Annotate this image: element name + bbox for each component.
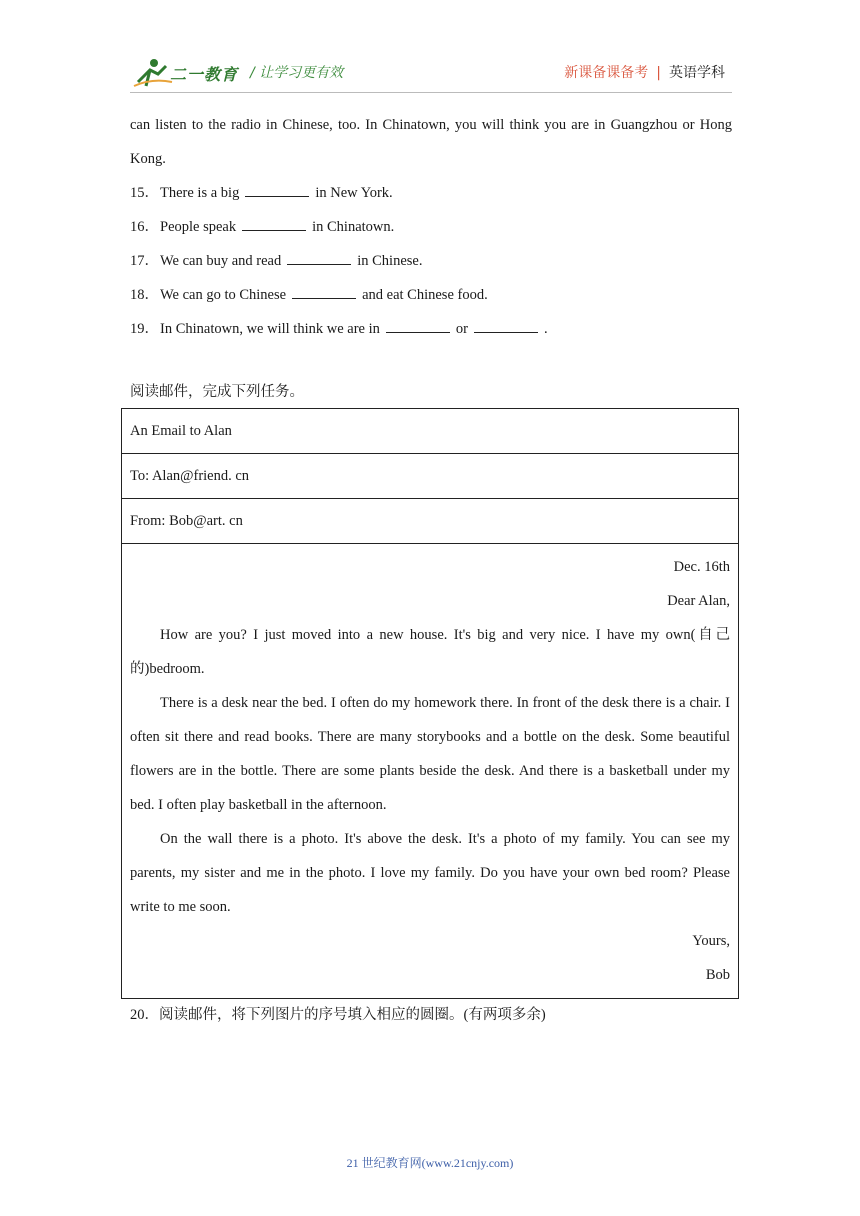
- question-text: in Chinese.: [357, 253, 423, 269]
- answer-blank[interactable]: [245, 184, 309, 197]
- email-body: [122, 544, 739, 999]
- email-paragraph: How are you? I just moved into a new house. It's big and very nice. I have my own(自己的)bedroom.: [130, 627, 730, 677]
- email-date: Dec. 16th: [673, 559, 730, 575]
- header-divider: [130, 92, 732, 93]
- slogan: / 让学习更有效: [250, 65, 344, 81]
- answer-blank[interactable]: [474, 320, 538, 333]
- question-19: [130, 312, 732, 346]
- page-header: [0, 0, 860, 100]
- question-text: in New York.: [315, 185, 393, 201]
- question-18: [130, 278, 732, 312]
- question-15: [130, 176, 732, 210]
- question-20: 20．阅读邮件，将下列图片的序号填入相应的圆圈。(有两项多余): [130, 1007, 546, 1023]
- header-subject-label: 英语学科: [669, 65, 725, 81]
- question-text: We can buy and read: [160, 253, 282, 269]
- question-16: [130, 210, 732, 244]
- question-text: or: [455, 321, 468, 337]
- question-17: [130, 244, 732, 278]
- email-title: An Email to Alan: [122, 409, 739, 454]
- reading-section: [130, 108, 732, 346]
- answer-blank[interactable]: [292, 286, 356, 299]
- answer-blank[interactable]: [242, 218, 306, 231]
- question-number: 15．: [130, 185, 159, 201]
- question-text: We can go to Chinese: [160, 287, 287, 303]
- email-from: From: Bob@art. cn: [122, 499, 739, 544]
- email-paragraph: On the wall there is a photo. It's above the desk. It's a photo of my family. You can see my parents, my sister and me in the photo. I love my family. Do you have your own bed room? Please write to me soon.: [130, 831, 730, 915]
- question-number: 17．: [130, 253, 159, 269]
- passage-text: can listen to the radio in Chinese, too. In Chinatown, you will think you are in Guangzhou or Hong Kong.: [130, 117, 732, 167]
- logo-text: 二一教育: [170, 65, 239, 84]
- question-text: in Chinatown.: [312, 219, 395, 235]
- email-to: To: Alan@friend. cn: [122, 454, 739, 499]
- header-separator: |: [656, 65, 661, 81]
- question-number: 19．: [130, 321, 159, 337]
- header-course-label: 新课备课备考: [564, 65, 649, 81]
- question-text: People speak: [160, 219, 237, 235]
- email-paragraph: There is a desk near the bed. I often do my homework there. In front of the desk there is a chair. I often sit there and read books. There are many storybooks and a bottle on the desk. Some beautiful flowers are in the bottle. There are some plants beside the desk. And there is a basketball under my bed. I often play basketball in the afternoon.: [130, 695, 730, 813]
- email-greeting: Dear Alan,: [667, 593, 730, 609]
- question-number: 18．: [130, 287, 159, 303]
- header-subject: [564, 62, 725, 82]
- question-text: There is a big: [160, 185, 240, 201]
- email-closing: Yours,: [692, 933, 730, 949]
- question-text: .: [543, 321, 548, 337]
- email-signature: Bob: [705, 967, 730, 983]
- answer-blank[interactable]: [287, 252, 351, 265]
- page-footer: 21 世纪教育网(www.21cnjy.com): [346, 1156, 514, 1170]
- question-text: and eat Chinese food.: [362, 287, 488, 303]
- answer-blank[interactable]: [386, 320, 450, 333]
- section-instruction: 阅读邮件，完成下列任务。: [130, 384, 304, 400]
- question-text: In Chinatown, we will think we are in: [160, 321, 380, 337]
- email-table: [121, 408, 739, 999]
- question-number: 16．: [130, 219, 159, 235]
